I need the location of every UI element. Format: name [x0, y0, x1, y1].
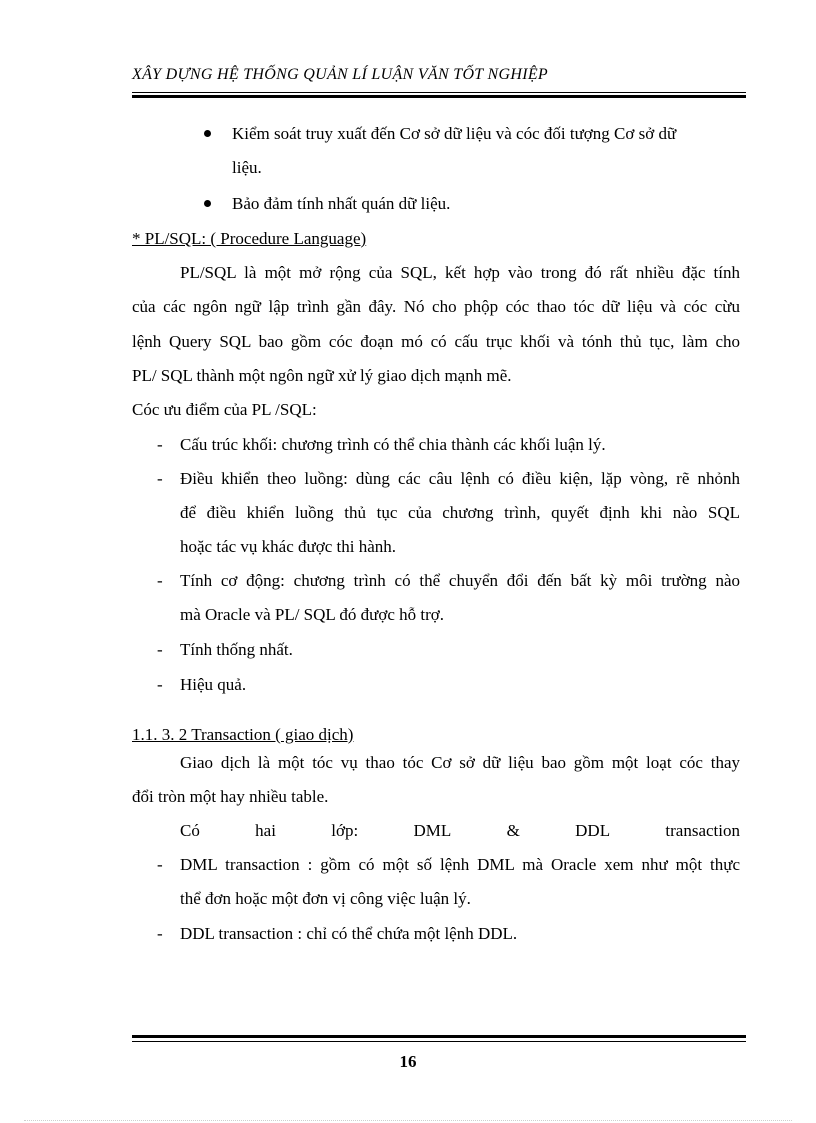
- paragraph-line: Giao dịch là một tóc vụ thao tóc Cơ sở dữ liệu bao gồm một loạt cóc thay: [180, 753, 740, 772]
- classes-word: lớp:: [331, 821, 359, 840]
- classes-word: &: [506, 821, 520, 840]
- dash-marker: -: [157, 435, 163, 454]
- dash-marker: -: [157, 855, 163, 874]
- bullet-dot-icon: [204, 200, 211, 207]
- bullet-text: Kiểm soát truy xuất đến Cơ sở dữ liệu và cóc đối tượng Cơ sở dữ: [232, 124, 677, 143]
- paragraph-line: lệnh Query SQL bao gồm cóc đoạn mó có cấu trục khối và tónh thủ tục, làm cho: [132, 332, 740, 351]
- paragraph-line: đổi tròn một hay nhiều table.: [132, 787, 329, 806]
- header-rule-thick: [132, 95, 746, 98]
- list-item: Điều khiển theo luồng: dùng các câu lệnh có điều kiện, lặp vòng, rẽ nhỏnh: [180, 469, 740, 488]
- list-item: mà Oracle và PL/ SQL đó được hỗ trợ.: [180, 605, 445, 624]
- page-header-title: XÂY DỰNG HỆ THỐNG QUẢN LÍ LUẬN VĂN TỐT NGHIỆP: [132, 66, 548, 83]
- transaction-classes-line: [180, 821, 740, 841]
- section-heading-plsql: * PL/SQL: ( Procedure Language): [132, 229, 367, 248]
- list-item: Tính cơ động: chương trình có thể chuyển đổi đến bất kỳ môi trường nào: [180, 571, 740, 590]
- paragraph-line: PL/SQL là một mở rộng của SQL, kết hợp vào trong đó rất nhiều đặc tính: [180, 263, 740, 282]
- dash-marker: -: [157, 924, 163, 943]
- dash-marker: -: [157, 675, 163, 694]
- dash-marker: -: [157, 571, 163, 590]
- classes-word: Có: [180, 821, 200, 840]
- page-number: 16: [399, 1052, 417, 1071]
- list-item: Cấu trúc khối: chương trình có thể chia thành các khối luận lý.: [180, 435, 606, 454]
- list-item: hoặc tác vụ khác được thi hành.: [180, 537, 396, 556]
- section-heading-transaction: 1.1. 3. 2 Transaction ( giao dịch): [132, 725, 354, 744]
- list-item: DDL transaction : chỉ có thể chứa một lệnh DDL.: [180, 924, 518, 943]
- dash-marker: -: [157, 469, 163, 488]
- bullet-line: liệu.: [232, 158, 262, 177]
- advantages-title: Cóc ưu điểm của PL /SQL:: [132, 400, 317, 419]
- paragraph-line: của các ngôn ngữ lập trình gần đây. Nó cho phộp cóc thao tóc dữ liệu và cóc cừu: [132, 297, 740, 316]
- paragraph-line: PL/ SQL thành một ngôn ngữ xử lý giao dịch mạnh mẽ.: [132, 366, 512, 385]
- footer-rule-thick: [132, 1035, 746, 1038]
- classes-word: transaction: [665, 821, 740, 840]
- list-item: thể đơn hoặc một đơn vị công việc luận lý.: [180, 889, 471, 908]
- classes-word: hai: [255, 821, 276, 840]
- list-item: để điều khiển luồng thủ tục của chương trình, quyết định khi nào SQL: [180, 503, 740, 522]
- list-item: Hiệu quả.: [180, 675, 247, 694]
- classes-word: DDL: [575, 821, 611, 840]
- bullet-line: [232, 124, 740, 144]
- page-edge-divider: [24, 1120, 792, 1121]
- bullet-line: Bảo đảm tính nhất quán dữ liệu.: [232, 194, 451, 213]
- footer-rule-thin: [132, 1041, 746, 1042]
- bullet-dot-icon: [204, 130, 211, 137]
- header-rule-thin: [132, 92, 746, 93]
- classes-word: DML: [413, 821, 452, 840]
- list-item: DML transaction : gồm có một số lệnh DML mà Oracle xem như một thực: [180, 855, 740, 874]
- list-item: Tính thống nhất.: [180, 640, 293, 659]
- dash-marker: -: [157, 640, 163, 659]
